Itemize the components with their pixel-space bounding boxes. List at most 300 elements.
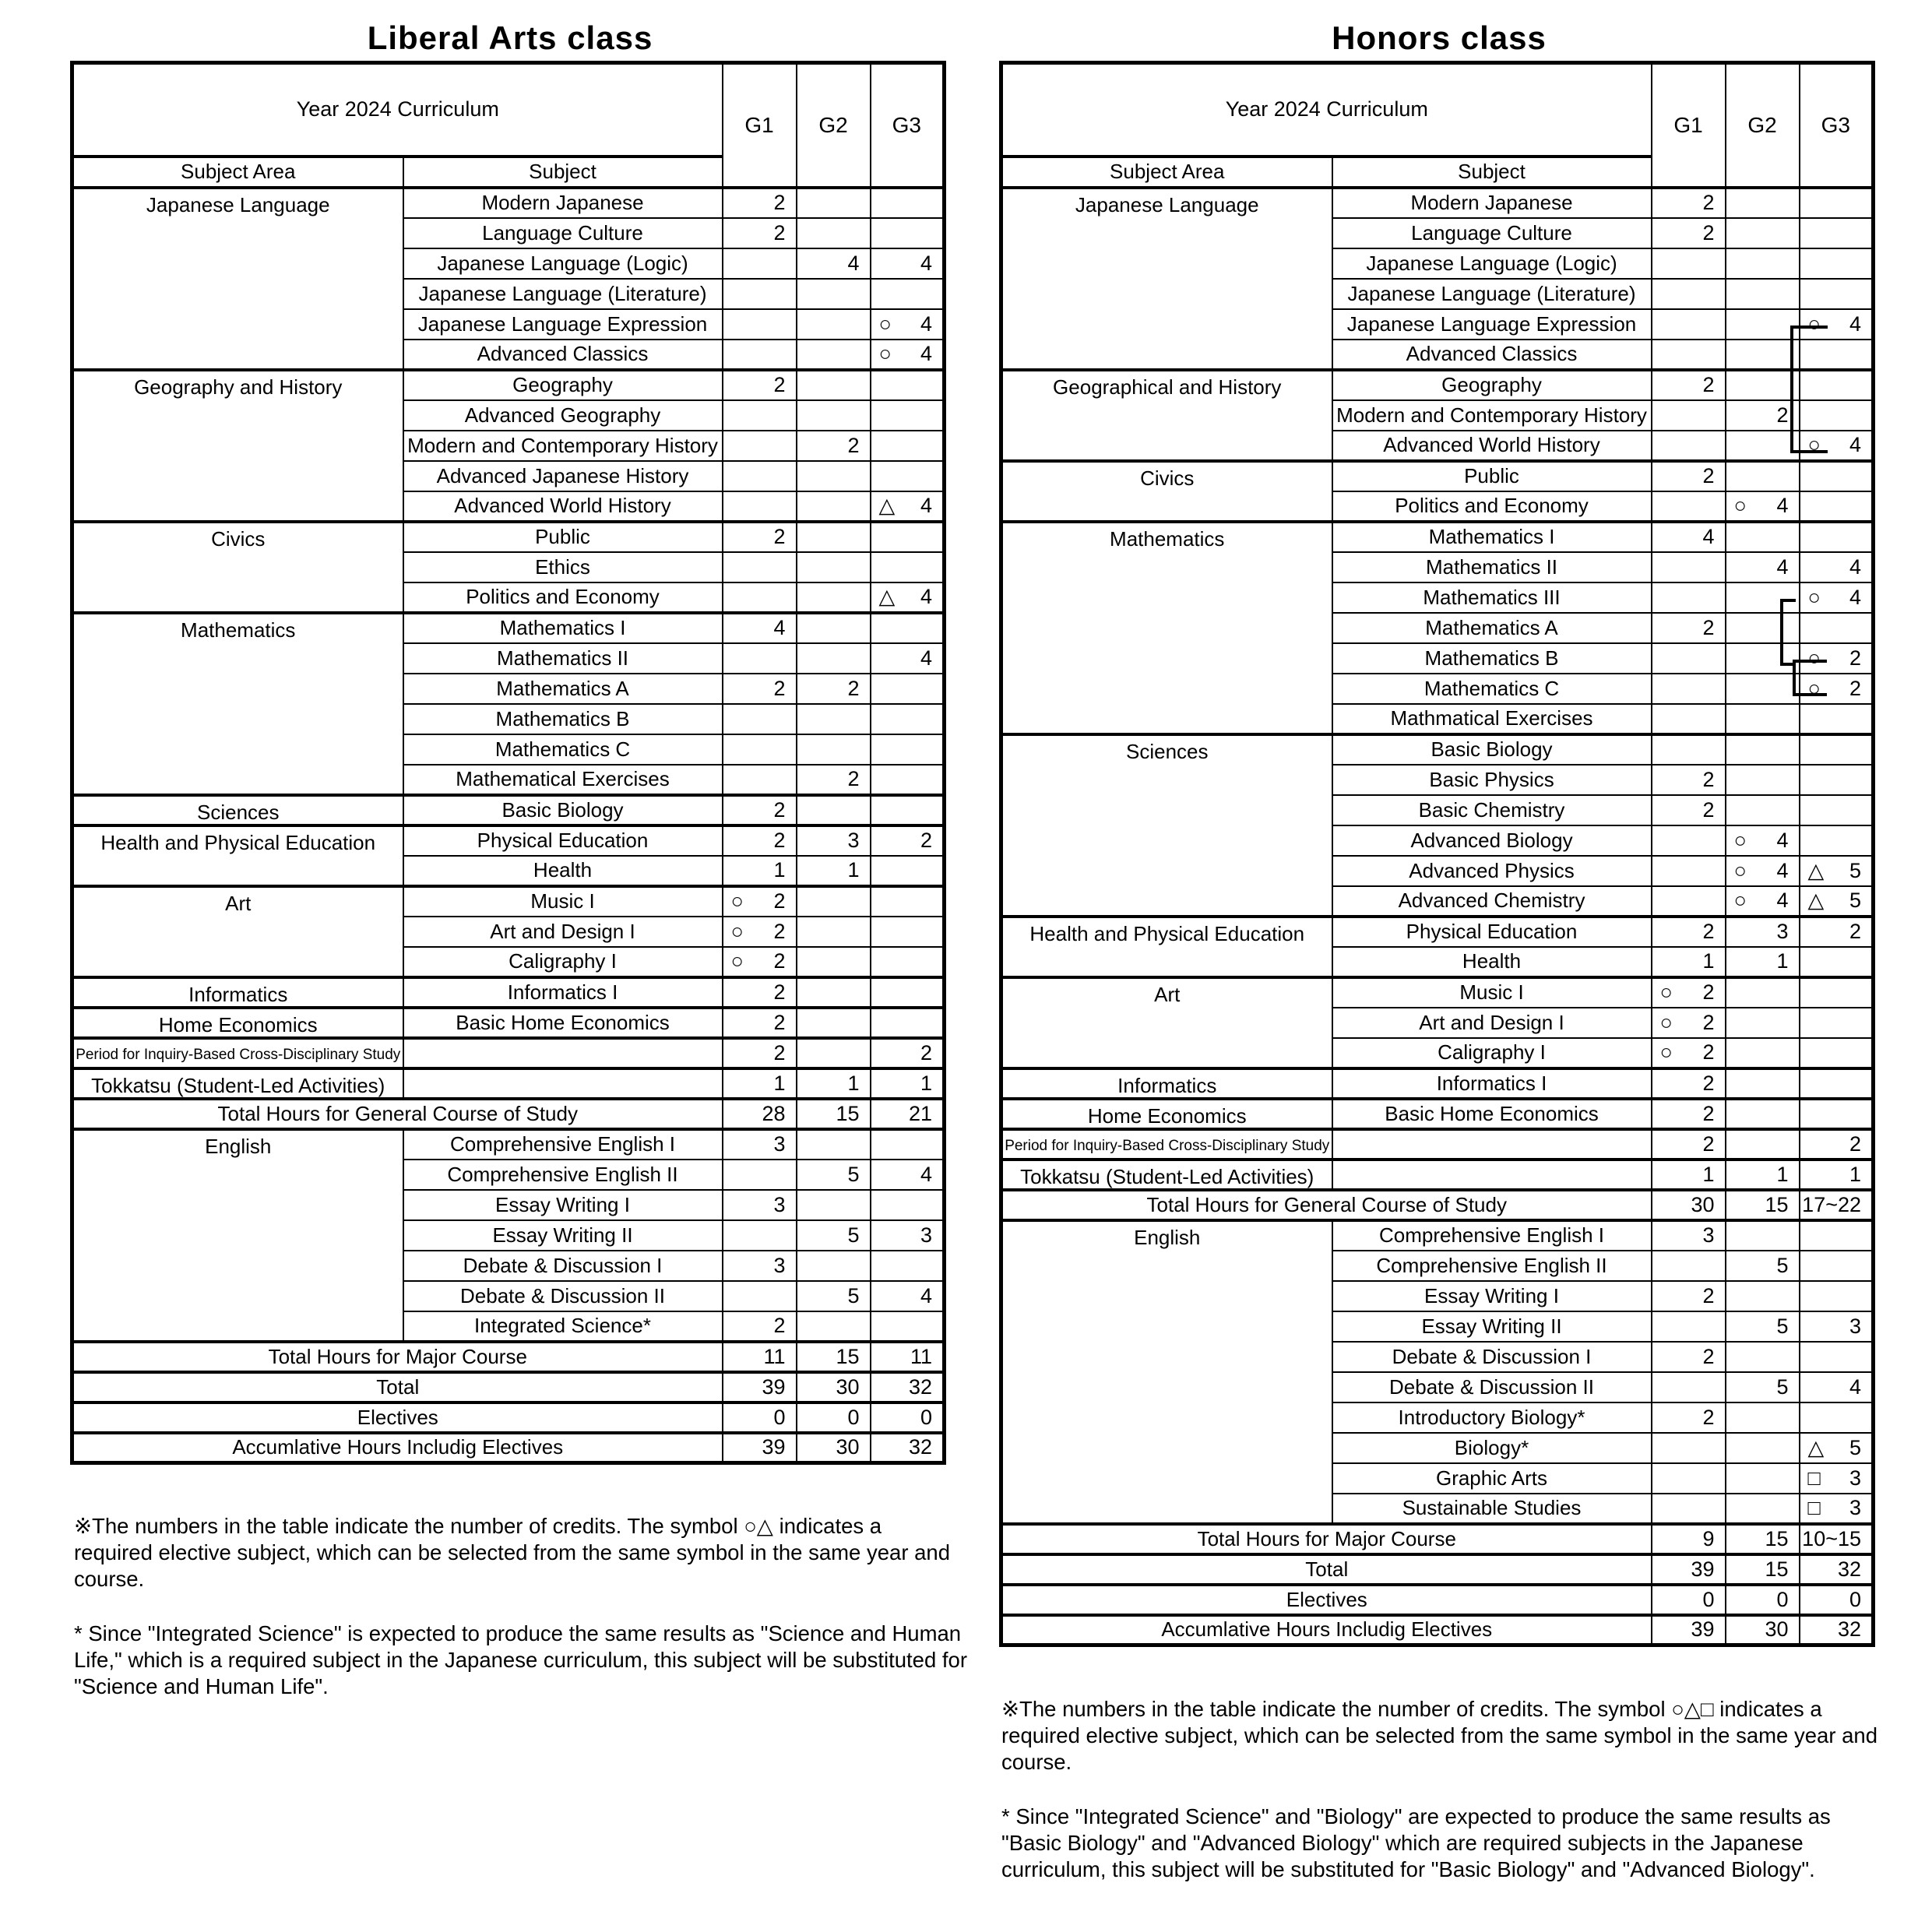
table-row	[1001, 1160, 1874, 1190]
credit-cell	[1726, 674, 1800, 704]
subject-cell: Caligraphy I	[1332, 1038, 1652, 1068]
subject-cell: Basic Physics	[1332, 765, 1652, 795]
credit-value	[797, 1223, 870, 1248]
credit-value	[1652, 1588, 1725, 1612]
credit-number: 30	[1691, 1192, 1715, 1216]
credit-cell	[1800, 734, 1874, 765]
credit-value	[1726, 920, 1799, 944]
subject-area-header: Subject Area	[72, 157, 403, 188]
subject-cell: Introductory Biology*	[1332, 1402, 1652, 1433]
credit-value	[723, 1132, 796, 1156]
credit-cell	[1726, 886, 1800, 917]
total-row-label: Total	[1001, 1554, 1652, 1585]
honors-title: Honors class	[1332, 19, 1547, 56]
credit-cell	[1726, 1402, 1800, 1433]
credit-cell	[1652, 431, 1726, 461]
credit-cell	[871, 795, 945, 825]
table-row	[1001, 1068, 1874, 1099]
subject-cell: Politics and Economy	[403, 582, 723, 613]
credit-cell	[871, 431, 945, 461]
credit-cell	[1726, 1068, 1800, 1099]
footnote-line: required elective subject, which can be selected from the same symbol in the same year and	[74, 1540, 951, 1564]
credit-value	[1800, 1132, 1872, 1156]
credit-cell	[1800, 1372, 1874, 1402]
credit-cell	[871, 856, 945, 886]
credit-number: 2	[773, 949, 786, 973]
subject-cell: Advanced Classics	[1332, 340, 1652, 370]
credit-cell	[1726, 1251, 1800, 1281]
credit-cell	[797, 1038, 871, 1068]
subject-cell: Debate & Discussion I	[403, 1251, 723, 1281]
credit-cell	[797, 491, 871, 522]
credit-cell	[797, 1008, 871, 1038]
credit-cell	[1800, 1524, 1874, 1554]
credit-cell	[797, 1190, 871, 1220]
credit-number: 2	[1702, 464, 1715, 487]
subject-cell: Japanese Language (Literature)	[1332, 279, 1652, 309]
subject-area-cell: Tokkatsu (Student-Led Activities)	[1001, 1160, 1332, 1190]
credit-value	[1652, 191, 1725, 215]
table-row	[1001, 1220, 1874, 1251]
credit-cell	[1652, 1311, 1726, 1342]
subject-cell: Informatics I	[1332, 1068, 1652, 1099]
credit-cell	[1726, 248, 1800, 279]
subject-area-cell: Geography and History	[72, 370, 403, 522]
subject-cell: Debate & Discussion II	[403, 1281, 723, 1311]
credit-number: 0	[920, 1405, 933, 1429]
credit-number: 3	[773, 1253, 786, 1277]
honors-table-body	[1001, 188, 1874, 1645]
credit-value	[723, 980, 796, 1005]
credit-cell	[1800, 340, 1874, 370]
subject-area-cell: Home Economics	[1001, 1099, 1332, 1129]
credit-cell	[723, 1311, 797, 1342]
credit-cell	[1800, 188, 1874, 218]
credit-cell	[723, 613, 797, 643]
circle-elective-icon: ○	[878, 311, 892, 336]
footnote-line: ※The numbers in the table indicate the number of credits. The symbol ○△ indicates a	[74, 1514, 882, 1538]
credit-cell	[797, 1251, 871, 1281]
subject-area-cell: English	[1001, 1220, 1332, 1524]
credit-number: 1	[1702, 1162, 1715, 1186]
credit-cell	[1800, 1554, 1874, 1585]
g1-column-header: G1	[1652, 63, 1726, 188]
subject-cell: Integrated Science*	[403, 1311, 723, 1342]
credit-number: 2	[1849, 920, 1862, 943]
subject-area-cell: Art	[72, 886, 403, 977]
circle-elective-icon: ○	[1807, 585, 1821, 609]
subject-area-cell: Health and Physical Education	[72, 825, 403, 886]
credit-value	[1652, 1406, 1725, 1430]
credit-value	[797, 1284, 870, 1308]
credit-value	[1652, 373, 1725, 397]
credit-number: 4	[1776, 828, 1789, 852]
circle-elective-icon: ○	[1807, 676, 1821, 700]
subject-cell: Debate & Discussion II	[1332, 1372, 1652, 1402]
credit-cell	[871, 309, 945, 340]
credit-number: 3	[1849, 1496, 1862, 1519]
header-row-curriculum	[1001, 63, 1874, 157]
credit-cell	[723, 218, 797, 248]
subject-cell: Geography	[1332, 370, 1652, 400]
credit-value	[723, 1435, 796, 1459]
credit-number: 2	[773, 1040, 786, 1065]
credit-cell	[797, 1372, 871, 1402]
credit-cell	[797, 248, 871, 279]
credit-value	[1652, 1223, 1725, 1248]
credit-number: 28	[762, 1101, 786, 1125]
triangle-elective-icon: △	[878, 494, 896, 517]
subject-area-cell: Health and Physical Education	[1001, 917, 1332, 977]
credit-value	[1652, 920, 1725, 944]
liberal-arts-title: Liberal Arts class	[367, 19, 653, 56]
credit-number: 1	[1776, 1162, 1789, 1186]
credit-cell	[871, 582, 945, 613]
credit-number: 3	[1702, 1223, 1715, 1247]
credit-cell	[797, 1433, 871, 1463]
credit-number: 1	[1702, 949, 1715, 973]
credit-value	[1652, 1132, 1725, 1156]
credit-cell	[1726, 1008, 1800, 1038]
subject-cell: Advanced Chemistry	[1332, 886, 1652, 917]
credit-cell	[1652, 1463, 1726, 1494]
subject-cell: Advanced Japanese History	[403, 461, 723, 491]
credit-value	[1652, 949, 1725, 973]
subject-cell: Graphic Arts	[1332, 1463, 1652, 1494]
table-row	[1001, 522, 1874, 552]
credit-number: 39	[1691, 1557, 1715, 1581]
credit-cell	[1652, 370, 1726, 400]
credit-number: 15	[1765, 1526, 1789, 1550]
credit-cell	[1800, 491, 1874, 522]
credit-value	[1726, 1527, 1799, 1551]
credit-value	[1800, 1588, 1872, 1612]
circle-elective-icon: ○	[1733, 828, 1747, 852]
credit-value	[1800, 1163, 1872, 1187]
credit-value	[797, 1406, 870, 1430]
subject-cell: Advanced Geography	[403, 400, 723, 431]
subject-cell: Mathmatical Exercises	[1332, 704, 1652, 734]
credit-cell	[1800, 1494, 1874, 1524]
credit-cell	[871, 704, 945, 734]
credit-cell	[871, 643, 945, 674]
subject-area-cell: Civics	[72, 522, 403, 613]
credit-number: 5	[1849, 889, 1862, 912]
credit-cell	[1726, 704, 1800, 734]
table-row	[72, 1402, 945, 1433]
credit-cell	[1800, 431, 1874, 461]
credit-cell	[797, 704, 871, 734]
credit-cell	[797, 582, 871, 613]
credit-cell	[871, 977, 945, 1008]
credit-value	[1652, 768, 1725, 792]
credit-cell	[1652, 1524, 1726, 1554]
footnote-line: * Since "Integrated Science" is expected to produce the same results as "Science and Human	[74, 1621, 962, 1645]
credit-number: 1	[920, 1071, 933, 1095]
credit-number: 0	[1702, 1587, 1715, 1611]
credit-cell	[797, 795, 871, 825]
credit-value	[1726, 889, 1799, 913]
credit-cell	[797, 674, 871, 704]
credit-value	[1726, 1163, 1799, 1187]
credit-value	[871, 1284, 943, 1308]
subject-cell: Health	[1332, 947, 1652, 977]
credit-cell	[797, 370, 871, 400]
credit-cell	[1726, 400, 1800, 431]
credit-cell	[871, 1220, 945, 1251]
subject-cell: Essay Writing I	[403, 1190, 723, 1220]
subject-cell	[403, 1068, 723, 1099]
credit-cell	[1800, 886, 1874, 917]
credit-cell	[1800, 613, 1874, 643]
table-row	[1001, 1615, 1874, 1645]
footnote-line: course.	[1001, 1750, 1072, 1774]
credit-cell	[723, 886, 797, 917]
credit-number: 5	[1776, 1314, 1789, 1338]
credit-number: 4	[1849, 1374, 1862, 1399]
credit-cell	[1726, 613, 1800, 643]
credit-cell	[1726, 1433, 1800, 1463]
credit-number: 32	[1837, 1617, 1862, 1642]
credit-value	[723, 191, 796, 215]
credit-value	[797, 1375, 870, 1399]
subject-cell: Physical Education	[403, 825, 723, 856]
credit-cell	[1652, 947, 1726, 977]
credit-cell	[797, 886, 871, 917]
subject-cell: Mathematics B	[403, 704, 723, 734]
credit-cell	[1726, 1585, 1800, 1615]
credit-number: 3	[847, 829, 860, 852]
total-row-label: Electives	[1001, 1585, 1652, 1615]
credit-cell	[723, 1190, 797, 1220]
subject-cell: Modern Japanese	[1332, 188, 1652, 218]
credit-number: 4	[1776, 494, 1789, 517]
subject-area-cell: Civics	[1001, 461, 1332, 522]
credit-value	[1800, 1557, 1872, 1582]
credit-cell	[723, 1160, 797, 1190]
subject-cell: Japanese Language (Logic)	[1332, 248, 1652, 279]
table-row	[1001, 1099, 1874, 1129]
credit-number: 0	[1849, 1587, 1862, 1611]
credit-cell	[797, 188, 871, 218]
subject-header: Subject	[403, 157, 723, 188]
subject-area-cell: Tokkatsu (Student-Led Activities)	[72, 1068, 403, 1099]
circle-elective-icon: ○	[1807, 646, 1821, 670]
total-row-label: Total Hours for Major Course	[72, 1342, 723, 1372]
credit-number: 3	[773, 1132, 786, 1156]
credit-number: 2	[847, 767, 860, 790]
credit-cell	[871, 1281, 945, 1311]
subject-area-cell: Informatics	[72, 977, 403, 1008]
credit-cell	[871, 1099, 945, 1129]
credit-number: 9	[1702, 1526, 1715, 1550]
subject-cell: Ethics	[403, 552, 723, 582]
footnote-line: curriculum, this subject will be substituted for "Basic Biology" and "Advanced Biology".	[1001, 1857, 1815, 1881]
credit-value	[1652, 1011, 1725, 1035]
credit-value	[1652, 1557, 1725, 1582]
credit-value	[1652, 525, 1725, 549]
credit-value	[723, 1375, 796, 1399]
subject-cell: Mathematics II	[403, 643, 723, 674]
square-elective-icon: □	[1807, 1466, 1821, 1490]
subject-cell: Basic Biology	[1332, 734, 1652, 765]
credit-number: 5	[847, 1283, 860, 1307]
credit-cell	[1800, 1463, 1874, 1494]
credit-cell	[1652, 917, 1726, 947]
credit-cell	[723, 1008, 797, 1038]
credit-number: 2	[773, 1010, 786, 1034]
credit-cell	[1726, 552, 1800, 582]
credit-cell	[871, 1190, 945, 1220]
credit-cell	[1800, 1311, 1874, 1342]
credit-value	[797, 858, 870, 882]
credit-cell	[1652, 1433, 1726, 1463]
credit-value	[1726, 829, 1799, 853]
total-row-label: Accumlative Hours Includig Electives	[72, 1433, 723, 1463]
credit-cell	[1800, 856, 1874, 886]
credit-number: 2	[1702, 767, 1715, 791]
credit-cell	[797, 218, 871, 248]
curriculum-year-header: Year 2024 Curriculum	[1001, 63, 1652, 157]
credit-cell	[1652, 248, 1726, 279]
credit-number: 4	[1849, 585, 1862, 609]
credit-number: 2	[1702, 191, 1715, 214]
credit-cell	[1800, 248, 1874, 279]
total-row-label: Total	[72, 1372, 723, 1402]
credit-cell	[1726, 947, 1800, 977]
subject-cell: Art and Design I	[403, 917, 723, 947]
credit-cell	[871, 522, 945, 552]
credit-cell	[1726, 279, 1800, 309]
credit-cell	[1652, 1099, 1726, 1129]
subject-area-cell: Mathematics	[72, 613, 403, 795]
credit-cell	[1652, 340, 1726, 370]
credit-value	[1800, 1466, 1872, 1490]
table-row	[1001, 1585, 1874, 1615]
credit-number: 4	[920, 494, 933, 517]
subject-cell	[1332, 1160, 1652, 1190]
credit-number: 32	[908, 1435, 933, 1459]
credit-number: 5	[1776, 1253, 1789, 1277]
credit-cell	[1652, 279, 1726, 309]
credit-cell	[1800, 1038, 1874, 1068]
credit-cell	[1652, 1160, 1726, 1190]
credit-cell	[1652, 1402, 1726, 1433]
credit-cell	[871, 400, 945, 431]
header-row-curriculum	[72, 63, 945, 157]
credit-number: 2	[773, 980, 786, 1004]
credit-number: 2	[1849, 646, 1862, 670]
credit-value	[723, 221, 796, 245]
credit-value	[1652, 1040, 1725, 1065]
credit-cell	[1726, 340, 1800, 370]
credit-value	[797, 767, 870, 791]
credit-number: 2	[1849, 676, 1862, 700]
credit-cell	[871, 1129, 945, 1160]
credit-value	[797, 677, 870, 701]
credit-number: 2	[1702, 373, 1715, 396]
credit-cell	[1800, 795, 1874, 825]
credit-cell	[1726, 1038, 1800, 1068]
credit-number: 4	[920, 251, 933, 275]
credit-value	[1652, 1193, 1725, 1217]
credit-cell	[1800, 977, 1874, 1008]
subject-area-cell: Period for Inquiry-Based Cross-Disciplinary Study	[72, 1038, 403, 1068]
table-row	[72, 370, 945, 400]
credit-value	[1652, 1345, 1725, 1369]
credit-cell	[723, 279, 797, 309]
footnote-line: required elective subject, which can be selected from the same symbol in the same year and	[1001, 1723, 1878, 1747]
table-row	[72, 886, 945, 917]
table-row	[72, 522, 945, 552]
credit-cell	[797, 734, 871, 765]
triangle-elective-icon: △	[1807, 858, 1825, 882]
total-row-label: Accumlative Hours Includig Electives	[1001, 1615, 1652, 1645]
credit-cell	[797, 856, 871, 886]
credit-cell	[1726, 917, 1800, 947]
credit-value	[1652, 1102, 1725, 1126]
honors-curriculum-table	[999, 61, 1875, 1647]
table-row	[72, 613, 945, 643]
table-row	[1001, 977, 1874, 1008]
table-row	[72, 1068, 945, 1099]
credit-cell	[1726, 1220, 1800, 1251]
credit-cell	[1726, 188, 1800, 218]
credit-cell	[723, 370, 797, 400]
credit-cell	[723, 582, 797, 613]
credit-number: 30	[836, 1374, 860, 1399]
subject-area-cell: Home Economics	[72, 1008, 403, 1038]
credit-value	[1726, 1314, 1799, 1339]
credit-cell	[1800, 674, 1874, 704]
credit-cell	[723, 825, 797, 856]
credit-value	[1726, 403, 1799, 428]
credit-cell	[1800, 1190, 1874, 1220]
subject-cell: Basic Home Economics	[1332, 1099, 1652, 1129]
credit-cell	[1652, 825, 1726, 856]
credit-value	[871, 1223, 943, 1248]
table-row	[72, 1433, 945, 1463]
circle-elective-icon: ○	[1659, 980, 1673, 1004]
credit-number: 3	[773, 1192, 786, 1216]
credit-value	[1652, 980, 1725, 1005]
subject-cell: Modern and Contemporary History	[1332, 400, 1652, 431]
credit-value	[871, 1102, 943, 1126]
credit-value	[1652, 221, 1725, 245]
credit-number: 2	[773, 220, 786, 245]
credit-cell	[1726, 370, 1800, 400]
credit-value	[871, 646, 943, 670]
credit-cell	[797, 552, 871, 582]
credit-number: 2	[1702, 1283, 1715, 1307]
credit-number: 4	[920, 1162, 933, 1186]
credit-value	[1800, 555, 1872, 579]
credit-cell	[797, 1099, 871, 1129]
footnote-line: Life," which is a required subject in the Japanese curriculum, this subject will be substituted for	[74, 1648, 967, 1672]
credit-number: 2	[1702, 1131, 1715, 1156]
credit-number: 2	[1776, 403, 1789, 427]
credit-value	[871, 494, 943, 518]
table-row	[72, 188, 945, 218]
subject-area-cell: Sciences	[72, 795, 403, 825]
liberal-arts-curriculum-table	[70, 61, 946, 1465]
credit-cell	[1652, 1585, 1726, 1615]
credit-value	[723, 920, 796, 944]
subject-area-cell: Geographical and History	[1001, 370, 1332, 461]
credit-cell	[1726, 218, 1800, 248]
total-row-label: Total Hours for General Course of Study	[1001, 1190, 1652, 1220]
credit-cell	[797, 765, 871, 795]
